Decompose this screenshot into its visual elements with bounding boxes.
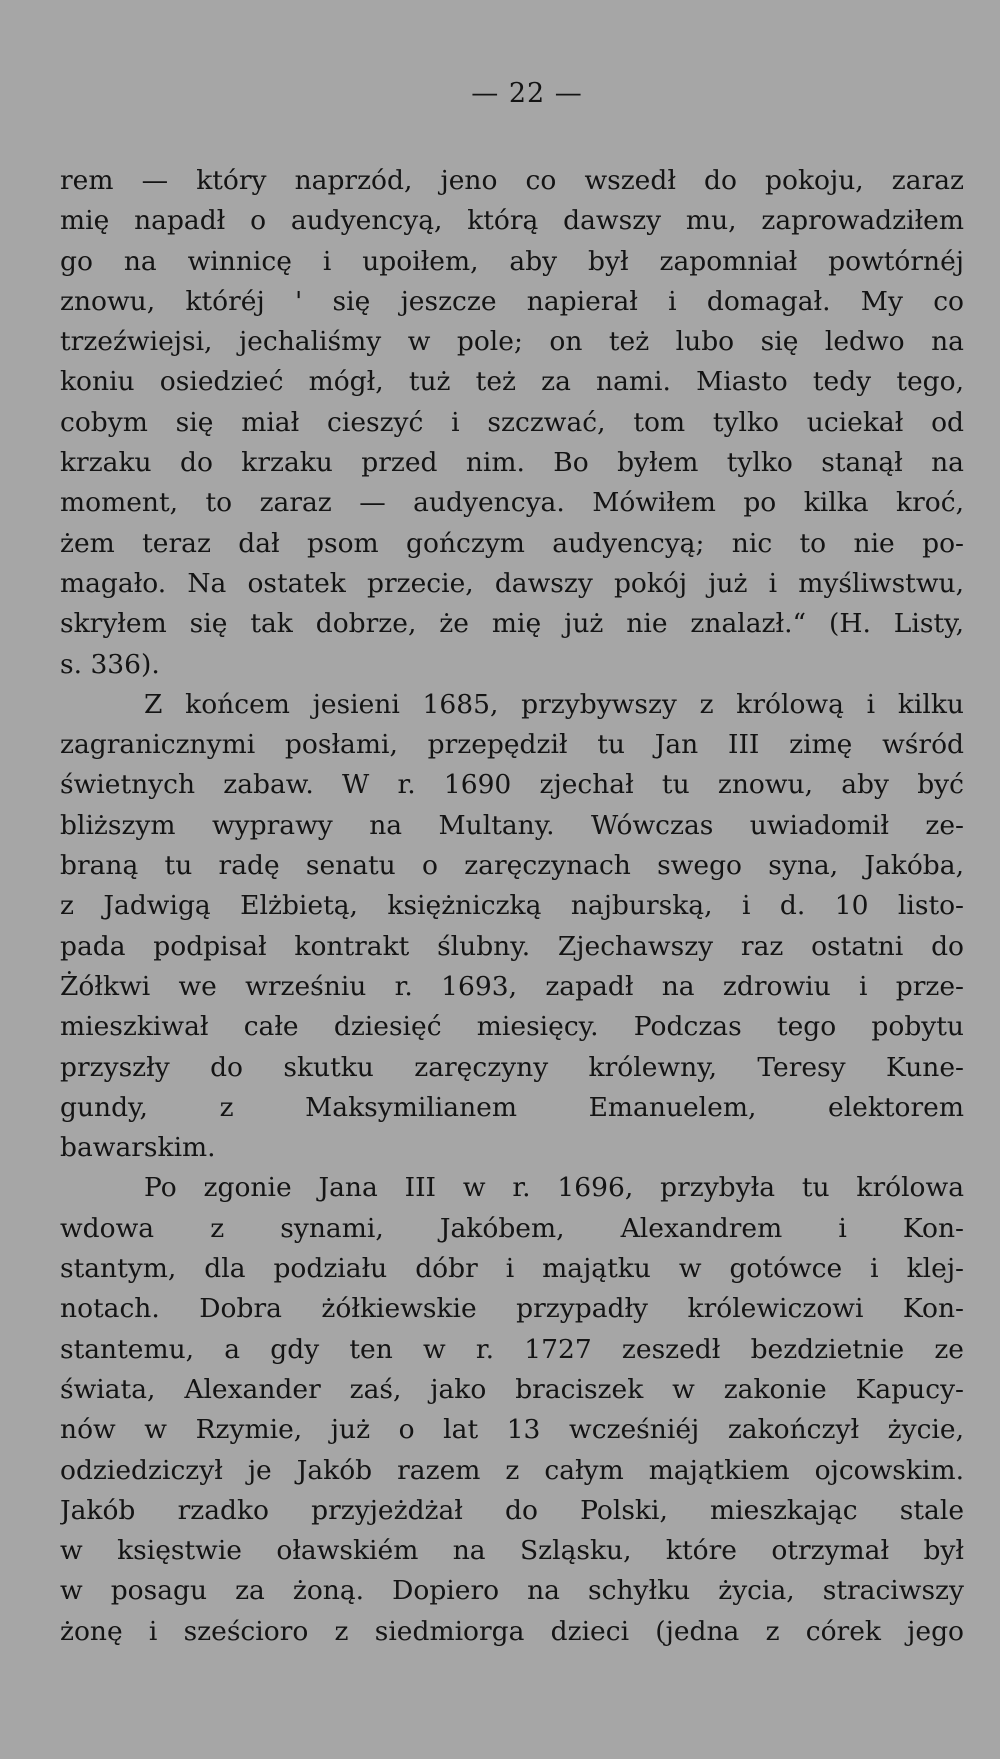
text-line: go na winnicę i upoiłem, aby był zapomniał powtórnéj xyxy=(60,245,964,277)
text-line: notach. Dobra żółkiewskie przypadły królewiczowi Kon- xyxy=(60,1293,964,1325)
text-line: znowu, któréj ' się jeszcze napierał i domagał. My co xyxy=(60,285,964,317)
text-line: z Jadwigą Elżbietą, księżniczką najburską, i d. 10 listo- xyxy=(60,890,964,922)
text-line: pada podpisał kontrakt ślubny. Zjechawszy raz ostatni do xyxy=(60,930,964,962)
text-line: Po zgonie Jana III w r. 1696, przybyła tu królowa xyxy=(144,1172,964,1204)
text-line: bliższym wyprawy na Multany. Wówczas uwiadomił ze- xyxy=(60,809,964,841)
text-line: krzaku do krzaku przed nim. Bo byłem tylko stanął na xyxy=(60,447,964,479)
text-line: świetnych zabaw. W r. 1690 zjechał tu znowu, aby być xyxy=(60,769,964,801)
text-line: żonę i sześcioro z siedmiorga dzieci (jedna z córek jego xyxy=(60,1615,964,1647)
text-line: mię napadł o audyencyą, którą dawszy mu, zaprowadziłem xyxy=(60,205,964,237)
page-number: — 22 — xyxy=(471,78,583,109)
text-line: stantym, dla podziału dóbr i majątku w gotówce i klej- xyxy=(60,1253,964,1285)
text-line: gundy, z Maksymilianem Emanuelem, elektorem xyxy=(60,1091,964,1123)
text-line: s. 336). xyxy=(60,648,160,680)
text-line: wdowa z synami, Jakóbem, Alexandrem i Kon- xyxy=(60,1212,964,1244)
text-line: Żółkwi we wrześniu r. 1693, zapadł na zdrowiu i prze- xyxy=(60,970,964,1002)
text-line: w księstwie oławskiém na Szląsku, które otrzymał był xyxy=(60,1535,964,1567)
text-line: braną tu radę senatu o zaręczynach swego syna, Jakóba, xyxy=(60,850,964,882)
text-line: moment, to zaraz — audyencya. Mówiłem po kilka kroć, xyxy=(60,487,964,519)
text-line: przyszły do skutku zaręczyny królewny, Teresy Kune- xyxy=(60,1051,964,1083)
text-line: rem — który naprzód, jeno co wszedł do pokoju, zaraz xyxy=(60,165,964,196)
text-line: nów w Rzymie, już o lat 13 wcześniéj zakończył życie, xyxy=(60,1414,964,1446)
text-line: stantemu, a gdy ten w r. 1727 zeszedł bezdzietnie ze xyxy=(60,1333,964,1365)
text-line: żem teraz dał psom gończym audyencyą; nic to nie po- xyxy=(60,527,964,559)
text-line: w posagu za żoną. Dopiero na schyłku życia, straciwszy xyxy=(60,1575,964,1607)
body-text xyxy=(60,161,964,1652)
text-line: mieszkiwał całe dziesięć miesięcy. Podczas tego pobytu xyxy=(60,1011,964,1043)
text-line: Z końcem jesieni 1685, przybywszy z królową i kilku xyxy=(144,688,964,720)
text-line: skryłem się tak dobrze, że mię już nie znalazł.“ (H. Listy, xyxy=(60,608,964,640)
text-line: magało. Na ostatek przecie, dawszy pokój już i myśliwstwu, xyxy=(60,567,964,599)
text-line: trzeźwiejsi, jechaliśmy w pole; on też lubo się ledwo na xyxy=(60,326,964,358)
text-line: zagranicznymi posłami, przepędził tu Jan III zimę wśród xyxy=(60,729,964,761)
text-line: koniu osiedzieć mógł, tuż też za nami. Miasto tedy tego, xyxy=(60,366,964,398)
text-line: bawarskim. xyxy=(60,1132,216,1164)
text-line: cobym się miał cieszyć i szczwać, tom tylko uciekał od xyxy=(60,406,964,438)
text-line: świata, Alexander zaś, jako braciszek w zakonie Kapucy- xyxy=(60,1373,964,1405)
text-line: Jakób rzadko przyjeżdżał do Polski, mieszkając stale xyxy=(60,1494,964,1526)
text-line: odziedziczył je Jakób razem z całym majątkiem ojcowskim. xyxy=(60,1454,964,1486)
